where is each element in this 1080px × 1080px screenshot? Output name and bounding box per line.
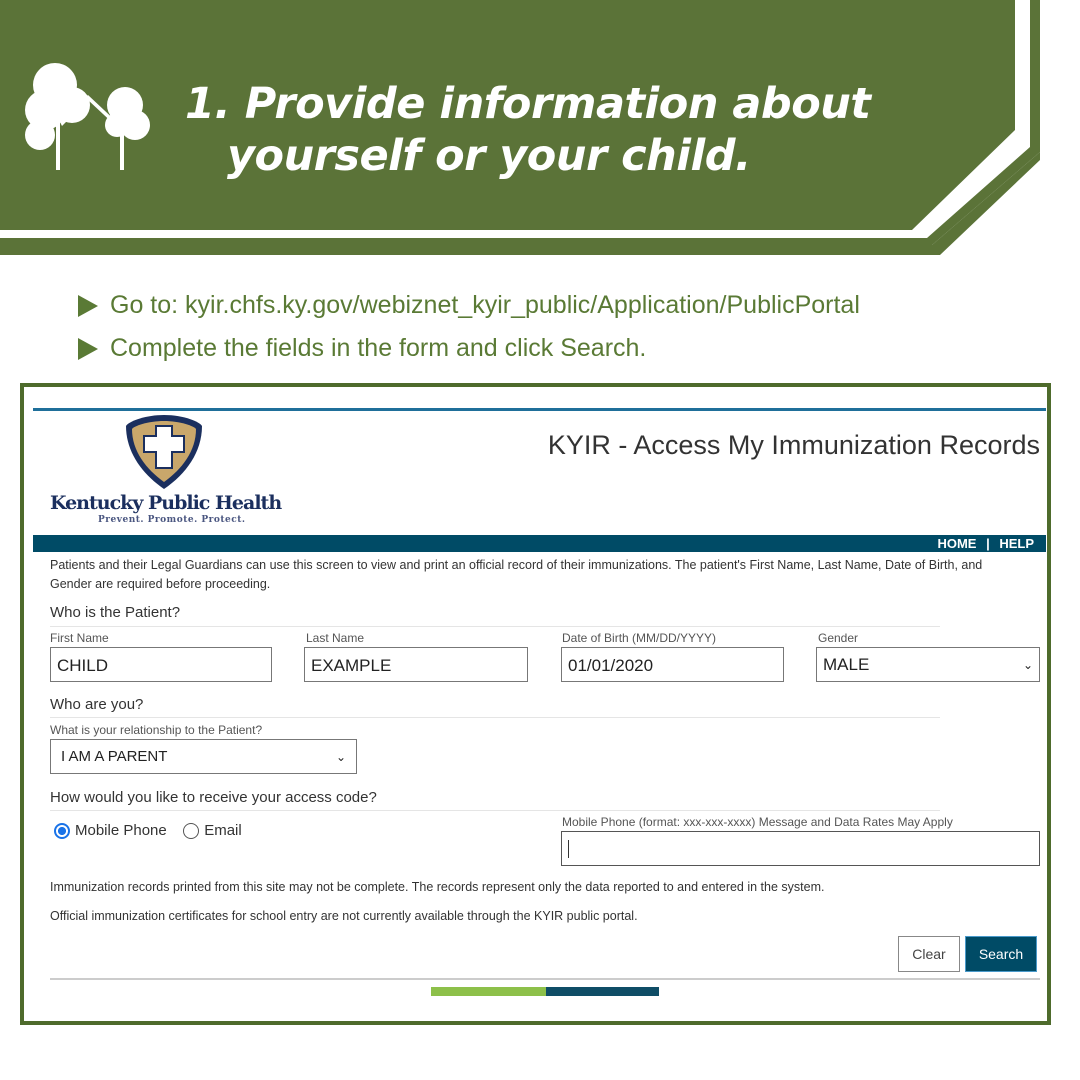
dob-input[interactable]: 01/01/2020 (561, 647, 784, 682)
page-title: KYIR - Access My Immunization Records (547, 430, 1040, 460)
top-rule (33, 408, 1046, 411)
logo-name: Kentucky Public Health (50, 492, 282, 514)
last-name-label: Last Name (306, 631, 365, 645)
nav-separator: | (986, 536, 990, 551)
home-link[interactable]: HOME (937, 536, 977, 551)
footer-accent-lime (431, 987, 546, 996)
radio-label: Mobile Phone (75, 822, 167, 839)
first-name-input[interactable]: CHILD (50, 647, 272, 682)
gender-value: MALE (823, 654, 870, 674)
first-name-label: First Name (50, 631, 109, 645)
title-line-2: yourself or your child. (227, 131, 751, 181)
instructions-list (78, 284, 860, 370)
access-heading: How would you like to receive your access code? (50, 789, 377, 806)
relationship-select[interactable] (50, 739, 357, 774)
phone-label: Mobile Phone (format: xxx-xxx-xxxx) Message and Data Rates May Apply (562, 815, 953, 829)
gender-label: Gender (818, 631, 859, 645)
relationship-label: What is your relationship to the Patient? (50, 723, 263, 737)
footer-accent-navy (546, 987, 659, 996)
last-name-input[interactable]: EXAMPLE (304, 647, 528, 682)
step-text: Complete the fields in the form and click Search. (110, 334, 647, 362)
divider (50, 810, 940, 811)
divider (50, 717, 940, 718)
step-text: Go to: kyir.chfs.ky.gov/webiznet_kyir_public/Application/PublicPortal (110, 291, 860, 319)
completeness-note: Immunization records printed from this site may not be complete. The records represent only the data reported to and entered in the system. (50, 880, 825, 894)
chevron-down-icon: ⌄ (335, 749, 346, 764)
certificate-note: Official immunization certificates for school entry are not currently available through the KYIR public portal. (50, 909, 638, 923)
title-line-1: 1. Provide information about (185, 79, 871, 129)
access-method-radios (54, 822, 254, 844)
phone-input[interactable] (561, 831, 1040, 866)
nav-bar (33, 535, 1046, 552)
step-item (78, 327, 860, 370)
step-item (78, 284, 860, 327)
help-link[interactable]: HELP (999, 536, 1034, 551)
dob-label: Date of Birth (MM/DD/YYYY) (562, 631, 717, 645)
intro-text: Patients and their Legal Guardians can use this screen to view and print an official record of their immunizations. The patient's First Name, Last Name, Date of Birth, and Gender are required before proceeding. (50, 558, 983, 591)
relationship-value: I AM A PARENT (61, 748, 168, 765)
mobile-phone-radio[interactable] (54, 822, 167, 839)
text-cursor (568, 840, 569, 858)
divider (50, 626, 940, 627)
play-arrow-icon (78, 295, 98, 317)
chevron-down-icon: ⌄ (1022, 657, 1033, 672)
kph-shield-logo-icon (122, 412, 206, 492)
radio-checked-icon (54, 823, 70, 839)
play-arrow-icon (78, 338, 98, 360)
radio-label: Email (204, 822, 242, 839)
email-radio[interactable] (183, 822, 242, 839)
footer-rule (50, 978, 1040, 980)
search-button[interactable]: Search (965, 936, 1037, 972)
gender-select[interactable] (816, 647, 1040, 682)
clear-button[interactable]: Clear (898, 936, 960, 972)
you-heading: Who are you? (50, 696, 144, 713)
logo-tagline: Prevent. Promote. Protect. (98, 515, 246, 525)
radio-unchecked-icon (183, 823, 199, 839)
patient-heading: Who is the Patient? (50, 604, 181, 621)
banner-title (185, 78, 870, 182)
